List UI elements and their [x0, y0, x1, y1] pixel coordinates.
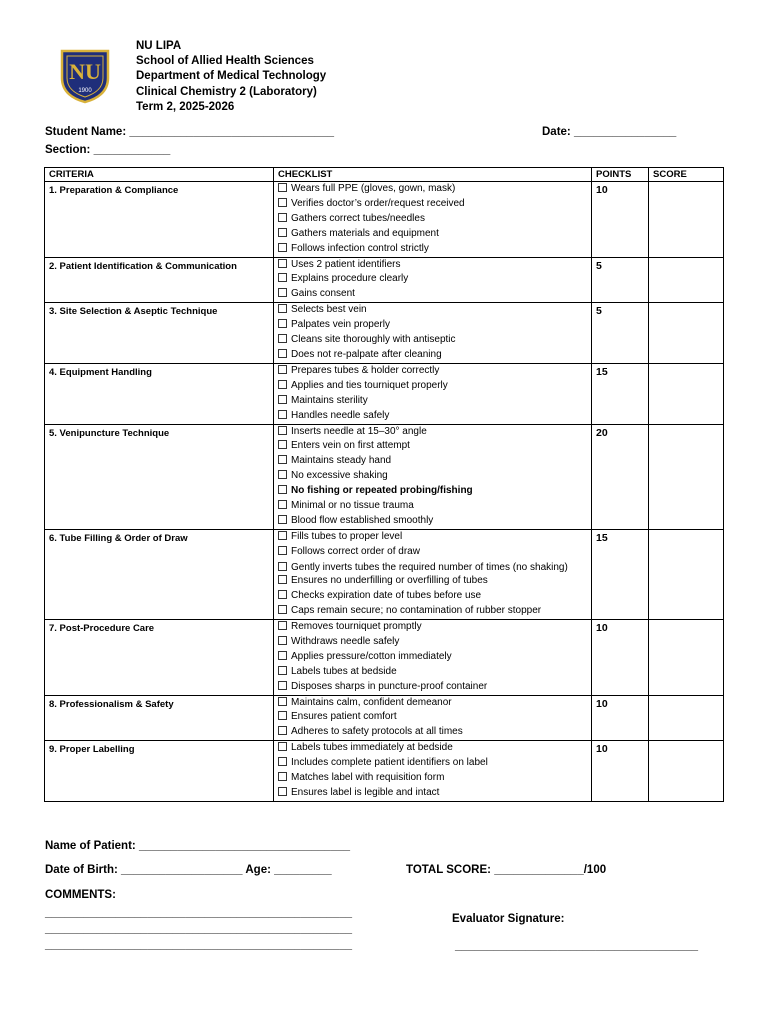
table-row — [45, 303, 724, 364]
patient-name-field[interactable] — [45, 840, 350, 852]
date-label: Date: — [542, 126, 571, 138]
score-cell[interactable] — [649, 695, 724, 741]
checkbox-icon[interactable] — [278, 575, 287, 584]
table-row — [45, 257, 724, 303]
student-name-line: ________________________________ — [129, 126, 335, 138]
comments-label: COMMENTS: — [45, 889, 116, 901]
checkbox-icon[interactable] — [278, 546, 287, 555]
evaluator-signature-label: Evaluator Signature: — [452, 913, 565, 925]
comment-line[interactable]: ________________________________________________ — [45, 907, 352, 919]
checklist-cell — [274, 619, 592, 695]
score-cell[interactable] — [649, 303, 724, 364]
checklist-item[interactable]: No excessive shaking — [278, 469, 587, 484]
checkbox-icon[interactable] — [278, 319, 287, 328]
checkbox-icon[interactable] — [278, 259, 287, 268]
checkbox-icon[interactable] — [278, 485, 287, 494]
evaluator-signature-line[interactable]: ______________________________________ — [455, 940, 699, 952]
checklist-cell — [274, 182, 592, 258]
checkbox-icon[interactable] — [278, 742, 287, 751]
rubric-table — [44, 167, 724, 802]
checklist-item[interactable]: Ensures patient comfort — [278, 710, 587, 725]
checkbox-icon[interactable] — [278, 213, 287, 222]
checkbox-icon[interactable] — [278, 757, 287, 766]
score-cell[interactable] — [649, 424, 724, 529]
checkbox-icon[interactable] — [278, 787, 287, 796]
checkbox-icon[interactable] — [278, 228, 287, 237]
points-cell: 10 — [592, 741, 649, 802]
score-cell[interactable] — [649, 619, 724, 695]
checkbox-icon[interactable] — [278, 183, 287, 192]
checkbox-icon[interactable] — [278, 243, 287, 252]
criteria-cell: 8. Professionalism & Safety — [45, 695, 274, 741]
checklist-item[interactable]: Maintains calm, confident demeanor — [278, 696, 587, 711]
checklist-item[interactable]: Applies and ties tourniquet properly — [278, 379, 587, 394]
logo-year: 1900 — [78, 88, 92, 94]
checklist-item[interactable]: Enters vein on first attempt — [278, 439, 587, 454]
checkbox-icon[interactable] — [278, 515, 287, 524]
dob-line: ___________________ — [121, 864, 243, 876]
checkbox-icon[interactable] — [278, 726, 287, 735]
criteria-header: CRITERIA — [45, 168, 274, 182]
table-row — [45, 424, 724, 529]
checklist-item[interactable]: Applies pressure/cotton immediately — [278, 650, 587, 665]
age-label: Age: — [245, 864, 271, 876]
student-name-field[interactable] — [45, 126, 334, 138]
checklist-item[interactable]: Removes tourniquet promptly — [278, 620, 587, 635]
checklist-item[interactable]: Gathers correct tubes/needles — [278, 212, 587, 227]
institution-name: NU LIPA — [136, 40, 182, 52]
criteria-cell: 1. Preparation & Compliance — [45, 182, 274, 258]
points-cell: 10 — [592, 695, 649, 741]
checklist-item[interactable]: Verifies doctor’s order/request received — [278, 197, 587, 212]
checkbox-icon[interactable] — [278, 636, 287, 645]
checkbox-icon[interactable] — [278, 455, 287, 464]
checklist-item[interactable]: Follows correct order of draw — [278, 545, 587, 560]
document-header — [136, 39, 326, 115]
checklist-item[interactable]: Minimal or no tissue trauma — [278, 499, 587, 514]
checklist-item[interactable]: Adheres to safety protocols at all times — [278, 725, 587, 740]
criteria-cell: 4. Equipment Handling — [45, 363, 274, 424]
checklist-item[interactable]: Gains consent — [278, 287, 587, 302]
score-cell[interactable] — [649, 529, 724, 619]
checklist-cell — [274, 257, 592, 303]
checklist-item[interactable]: Uses 2 patient identifiers — [278, 258, 587, 273]
criteria-cell: 3. Site Selection & Aseptic Technique — [45, 303, 274, 364]
total-score-line: ______________/100 — [494, 864, 607, 876]
table-row — [45, 529, 724, 619]
checklist-item[interactable]: Explains procedure clearly — [278, 272, 587, 287]
section-line: ____________ — [93, 144, 171, 156]
table-row — [45, 695, 724, 741]
checkbox-icon[interactable] — [278, 304, 287, 313]
checkbox-icon[interactable] — [278, 711, 287, 720]
checklist-item[interactable]: Prepares tubes & holder correctly — [278, 364, 587, 379]
score-header: SCORE — [649, 168, 724, 182]
points-cell: 5 — [592, 257, 649, 303]
criteria-cell: 2. Patient Identification & Communication — [45, 257, 274, 303]
checkbox-icon[interactable] — [278, 500, 287, 509]
checkbox-icon[interactable] — [278, 365, 287, 374]
checkbox-icon[interactable] — [278, 288, 287, 297]
student-name-label: Student Name: — [45, 126, 127, 138]
points-cell: 15 — [592, 529, 649, 619]
checklist-item[interactable]: Checks expiration date of tubes before use — [278, 589, 587, 604]
checkbox-icon[interactable] — [278, 334, 287, 343]
score-cell[interactable] — [649, 182, 724, 258]
checkbox-icon[interactable] — [278, 395, 287, 404]
checklist-cell — [274, 695, 592, 741]
checklist-item[interactable]: Selects best vein — [278, 303, 587, 318]
checklist-item[interactable]: Gently inverts tubes the required number of times (no shaking) — [278, 560, 587, 575]
checkbox-icon[interactable] — [278, 562, 287, 571]
criteria-cell: 6. Tube Filling & Order of Draw — [45, 529, 274, 619]
total-score-label: TOTAL SCORE: — [406, 864, 491, 876]
checkbox-icon[interactable] — [278, 666, 287, 675]
criteria-cell: 5. Venipuncture Technique — [45, 424, 274, 529]
score-cell[interactable] — [649, 741, 724, 802]
checklist-item[interactable]: Ensures label is legible and intact — [278, 786, 587, 801]
total-score-field[interactable] — [406, 864, 606, 876]
checklist-cell — [274, 529, 592, 619]
checkbox-icon[interactable] — [278, 605, 287, 614]
checkbox-icon[interactable] — [278, 470, 287, 479]
checklist-item[interactable]: Maintains steady hand — [278, 454, 587, 469]
checklist-item[interactable]: Disposes sharps in puncture-proof container — [278, 680, 587, 695]
table-header-row — [45, 168, 724, 182]
points-cell: 5 — [592, 303, 649, 364]
checklist-item[interactable]: Withdraws needle safely — [278, 635, 587, 650]
checkbox-icon[interactable] — [278, 531, 287, 540]
checklist-item[interactable]: Matches label with requisition form — [278, 771, 587, 786]
comment-line[interactable]: ________________________________________________ — [45, 939, 352, 951]
points-cell: 20 — [592, 424, 649, 529]
checklist-item[interactable]: Inserts needle at 15–30° angle — [278, 425, 587, 440]
comment-line[interactable]: ________________________________________________ — [45, 923, 352, 935]
checklist-item[interactable]: Gathers materials and equipment — [278, 227, 587, 242]
course-name: Clinical Chemistry 2 (Laboratory) — [136, 85, 317, 98]
checkbox-icon[interactable] — [278, 590, 287, 599]
criteria-cell: 7. Post-Procedure Care — [45, 619, 274, 695]
checkbox-icon[interactable] — [278, 273, 287, 282]
school-name: School of Allied Health Sciences — [136, 55, 314, 68]
checklist-item[interactable]: Blood flow established smoothly — [278, 514, 587, 529]
checkbox-icon[interactable] — [278, 440, 287, 449]
checklist-cell — [274, 424, 592, 529]
checklist-item[interactable]: Ensures no underfilling or overfilling of tubes — [278, 574, 587, 589]
checklist-item[interactable]: Caps remain secure; no contamination of rubber stopper — [278, 604, 587, 619]
patient-name-line: _________________________________ — [138, 840, 351, 852]
date-field[interactable] — [542, 126, 676, 138]
checkbox-icon[interactable] — [278, 349, 287, 358]
checklist-item[interactable]: Follows infection control strictly — [278, 242, 587, 257]
checklist-item[interactable]: Does not re-palpate after cleaning — [278, 348, 587, 363]
checkbox-icon[interactable] — [278, 772, 287, 781]
section-label: Section: — [45, 144, 91, 156]
points-header: POINTS — [592, 168, 649, 182]
checklist-header: CHECKLIST — [274, 168, 592, 182]
age-line: _________ — [274, 864, 332, 876]
logo-letters: NU — [69, 59, 101, 84]
checkbox-icon[interactable] — [278, 651, 287, 660]
table-row — [45, 741, 724, 802]
checklist-item[interactable]: Includes complete patient identifiers on label — [278, 756, 587, 771]
checklist-item[interactable]: Wears full PPE (gloves, gown, mask) — [278, 182, 587, 197]
dob-label: Date of Birth: — [45, 864, 118, 876]
checkbox-icon[interactable] — [278, 198, 287, 207]
points-cell: 10 — [592, 619, 649, 695]
points-cell: 15 — [592, 363, 649, 424]
checkbox-icon[interactable] — [278, 426, 287, 435]
checklist-cell — [274, 741, 592, 802]
checkbox-icon[interactable] — [278, 697, 287, 706]
university-logo — [59, 48, 111, 104]
checklist-item[interactable]: Labels tubes immediately at bedside — [278, 741, 587, 756]
patient-name-label: Name of Patient: — [45, 840, 136, 852]
table-row — [45, 182, 724, 258]
table-row — [45, 619, 724, 695]
checklist-item[interactable]: Palpates vein properly — [278, 318, 587, 333]
points-cell: 10 — [592, 182, 649, 258]
checklist-item[interactable]: Fills tubes to proper level — [278, 530, 587, 545]
score-cell[interactable] — [649, 363, 724, 424]
checklist-item[interactable]: Labels tubes at bedside — [278, 665, 587, 680]
term: Term 2, 2025-2026 — [136, 100, 235, 113]
checklist-cell — [274, 363, 592, 424]
checklist-item[interactable]: Handles needle safely — [278, 409, 587, 424]
checkbox-icon[interactable] — [278, 410, 287, 419]
date-line: ________________ — [573, 126, 677, 138]
checklist-item[interactable]: Cleans site thoroughly with antiseptic — [278, 333, 587, 348]
checkbox-icon[interactable] — [278, 621, 287, 630]
date-of-birth-field[interactable] — [45, 864, 332, 876]
checklist-item[interactable]: Maintains sterility — [278, 394, 587, 409]
department-name: Department of Medical Technology — [136, 70, 327, 83]
checklist-cell — [274, 303, 592, 364]
checkbox-icon[interactable] — [278, 380, 287, 389]
checkbox-icon[interactable] — [278, 681, 287, 690]
checklist-item[interactable]: No fishing or repeated probing/fishing — [278, 484, 587, 499]
table-row — [45, 363, 724, 424]
criteria-cell: 9. Proper Labelling — [45, 741, 274, 802]
section-field[interactable] — [45, 144, 170, 156]
score-cell[interactable] — [649, 257, 724, 303]
